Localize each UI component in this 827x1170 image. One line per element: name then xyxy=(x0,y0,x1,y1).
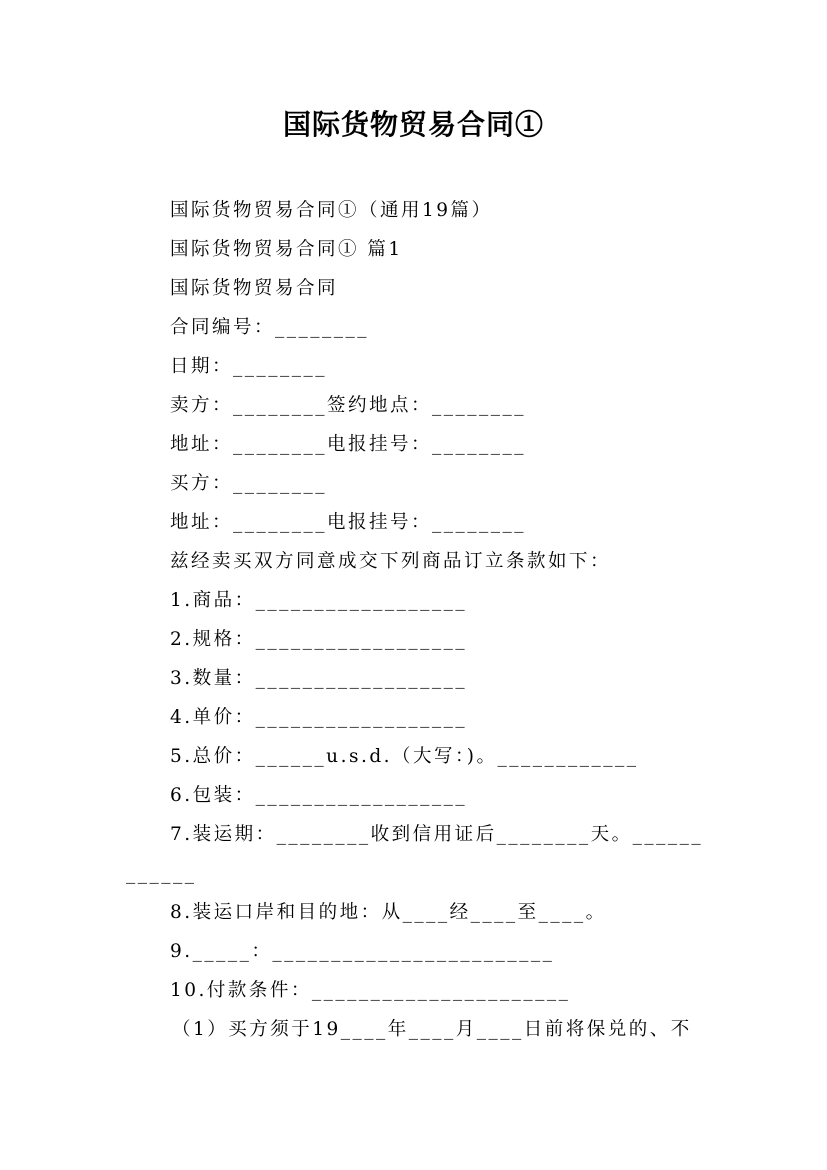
line-unit-price: 4.单价：__________________ xyxy=(170,707,468,728)
line-agreement-intro: 兹经卖买双方同意成交下列商品订立条款如下： xyxy=(170,551,612,572)
line-seller-address: 地址：________电报挂号：________ xyxy=(170,434,527,455)
line-contract-heading: 国际货物贸易合同 xyxy=(170,278,339,299)
line-date: 日期：________ xyxy=(170,356,328,377)
document-title: 国际货物贸易合同① xyxy=(282,108,544,141)
line-quantity: 3.数量：__________________ xyxy=(170,668,468,689)
line-packing: 6.包装：__________________ xyxy=(170,785,468,806)
line-buyer: 买方：________ xyxy=(170,473,328,494)
line-total-price: 5.总价：______u.s.d.（大写：)。____________ xyxy=(170,746,639,767)
line-buyer-address: 地址：________电报挂号：________ xyxy=(170,512,527,533)
line-item-9: 9._____：________________________ xyxy=(170,941,555,962)
line-payment-terms: 10.付款条件：______________________ xyxy=(170,980,571,1001)
line-contract-number: 合同编号：________ xyxy=(170,317,370,338)
line-payment-clause-1: （1）买方须于19____年____月____日前将保兑的、不 xyxy=(172,1019,692,1040)
line-commodity: 1.商品：__________________ xyxy=(170,590,468,611)
line-collection-title: 国际货物贸易合同①（通用19篇） xyxy=(170,200,493,221)
line-shipment-period-continued: ______ xyxy=(126,863,197,884)
line-shipment-period: 7.装运期：________收到信用证后________天。______ xyxy=(170,824,704,845)
line-seller: 卖方：________签约地点：________ xyxy=(170,395,527,416)
line-chapter-heading: 国际货物贸易合同① 篇1 xyxy=(170,239,403,260)
line-specification: 2.规格：__________________ xyxy=(170,629,468,650)
line-port-destination: 8.装运口岸和目的地：从____经____至____。 xyxy=(170,902,607,923)
